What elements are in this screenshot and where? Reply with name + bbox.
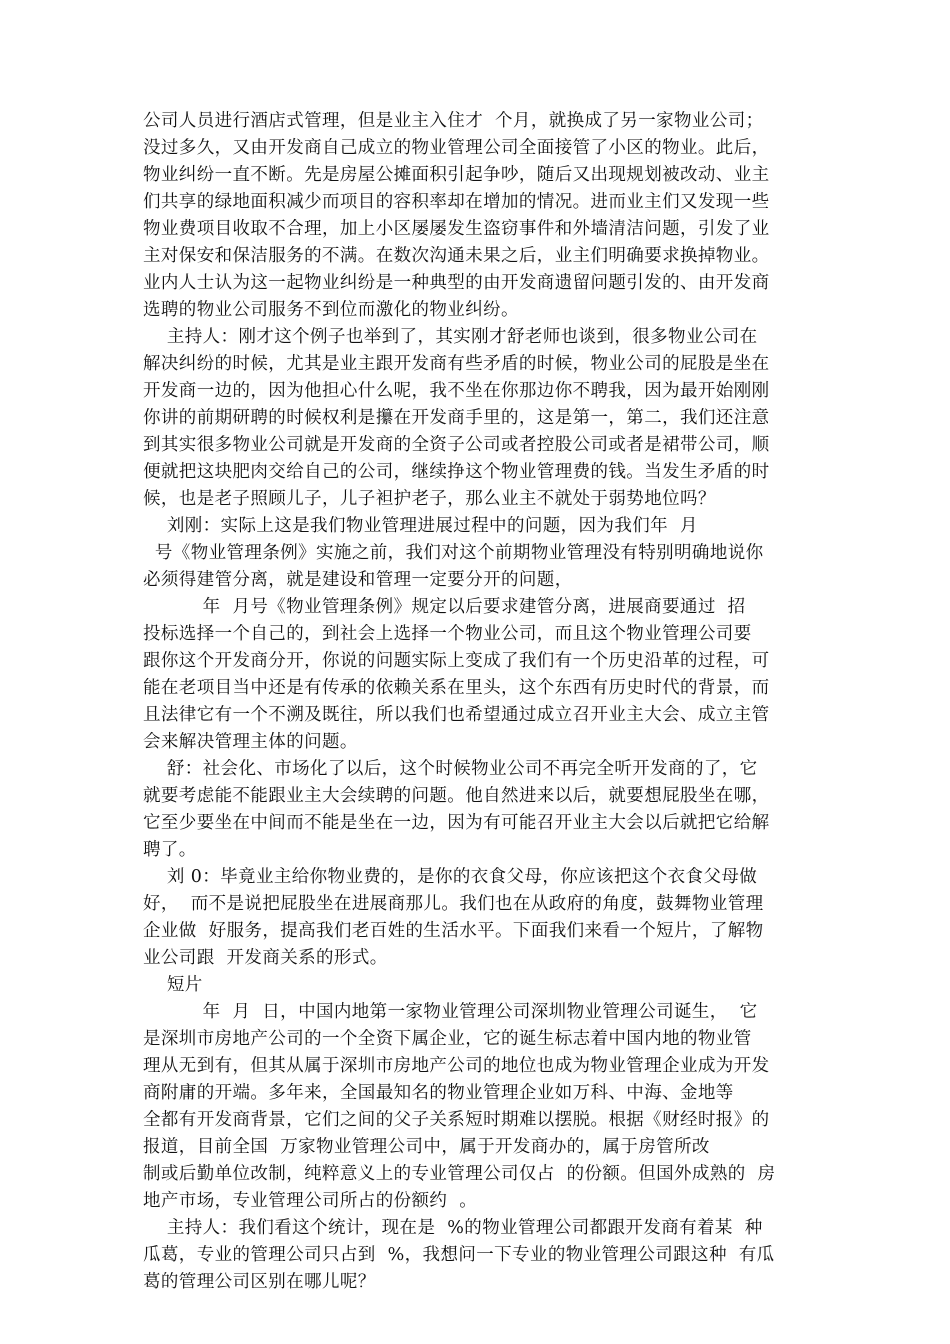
- text-line: 业公司跟 开发商关系的形式。: [143, 948, 388, 968]
- text-line: 刘 0：毕竟业主给你物业费的，是你的衣食父母，你应该把这个衣食父母做: [143, 867, 758, 887]
- text-line: 制或后勤单位改制，纯粹意义上的专业管理公司仅占 的份额。但国外成熟的 房: [143, 1164, 776, 1184]
- text-line: 会来解决管理主体的问题。: [143, 732, 358, 752]
- text-line: 主持人：我们看这个统计，现在是 %的物业管理公司都跟开发商有着某 种: [143, 1218, 763, 1238]
- text-line: 物业纠纷一直不断。先是房屋公摊面积引起争吵，随后又出现规划被改动、业主: [143, 165, 770, 185]
- text-line: 全都有开发商背景，它们之间的父子关系短时期难以摆脱。根据《财经时报》的: [143, 1110, 770, 1130]
- text-line: 开发商一边的，因为他担心什么呢，我不坐在你那边你不聘我，因为最开始刚刚: [143, 381, 770, 401]
- text-line: 主持人：刚才这个例子也举到了，其实刚才舒老师也谈到，很多物业公司在: [143, 327, 758, 347]
- text-line: 解决纠纷的时候，尤其是业主跟开发商有些矛盾的时候，物业公司的屁股是坐在: [143, 354, 770, 374]
- text-line: 葛的管理公司区别在哪儿呢？: [143, 1272, 376, 1292]
- text-line: 刘刚：实际上这是我们物业管理进展过程中的问题，因为我们年 月: [143, 516, 698, 536]
- text-line: 是深圳市房地产公司的一个全资下属企业，它的诞生标志着中国内地的物业管: [143, 1029, 752, 1049]
- text-line: 聘了。: [143, 840, 197, 860]
- text-line: 物业费项目收取不合理，加上小区屡屡发生盗窃事件和外墙清洁问题，引发了业: [143, 219, 770, 239]
- text-line: 就要考虑能不能跟业主大会续聘的问题。他自然进来以后，就要想屁股坐在哪，: [143, 786, 770, 806]
- text-line: 企业做 好服务，提高我们老百姓的生活水平。下面我们来看一个短片，了解物: [143, 921, 764, 941]
- text-line: 跟你这个开发商分开，你说的问题实际上变成了我们有一个历史沿革的过程，可: [143, 651, 770, 671]
- text-line: 候，也是老子照顾儿子，儿子袒护老子，那么业主不就处于弱势地位吗？: [143, 489, 716, 509]
- text-line: 号《物业管理条例》实施之前，我们对这个前期物业管理没有特别明确地说你: [143, 543, 764, 563]
- text-line: 瓜葛，专业的管理公司只占到 %，我想问一下专业的物业管理公司跟这种 有瓜: [143, 1245, 775, 1265]
- text-line: 短片: [143, 975, 203, 995]
- text-line: 且法律它有一个不溯及既往，所以我们也希望通过成立召开业主大会、成立主管: [143, 705, 770, 725]
- text-line: 主对保安和保洁服务的不满。在数次沟通未果之后，业主们明确要求换掉物业。: [143, 246, 770, 266]
- text-line: 年 月号《物业管理条例》规定以后要求建管分离，进展商要通过 招: [143, 597, 746, 617]
- text-line: 公司人员进行酒店式管理，但是业主入住才 个月，就换成了另一家物业公司；: [143, 111, 764, 131]
- text-line: 它至少要坐在中间而不能是坐在一边，因为有可能召开业主大会以后就把它给解: [143, 813, 770, 833]
- text-line: 商附庸的开端。多年来，全国最知名的物业管理企业如万科、中海、金地等: [143, 1083, 734, 1103]
- text-line: 地产市场，专业管理公司所占的份额约 。: [143, 1191, 478, 1211]
- text-line: 理从无到有，但其从属于深圳市房地产公司的地位也成为物业管理企业成为开发: [143, 1056, 770, 1076]
- text-line: 选聘的物业公司服务不到位而激化的物业纠纷。: [143, 300, 519, 320]
- text-line: 到其实很多物业公司就是开发商的全资子公司或者控股公司或者是裙带公司，顺: [143, 435, 770, 455]
- text-line: 便就把这块肥肉交给自己的公司，继续挣这个物业管理费的钱。当发生矛盾的时: [143, 462, 770, 482]
- text-line: 必须得建管分离，就是建设和管理一定要分开的问题，: [143, 570, 573, 590]
- text-line: 报道，目前全国 万家物业管理公司中，属于开发商办的，属于房管所改: [143, 1137, 710, 1157]
- text-line: 能在老项目当中还是有传承的依赖关系在里头，这个东西有历史时代的背景，而: [143, 678, 770, 698]
- text-line: 你讲的前期研聘的时候权利是攥在开发商手里的，这是第一，第二，我们还注意: [143, 408, 770, 428]
- text-line: 们共享的绿地面积减少而项目的容积率却在增加的情况。进而业主们又发现一些: [143, 192, 770, 212]
- text-line: 没过多久，又由开发商自己成立的物业管理公司全面接管了小区的物业。此后，: [143, 138, 770, 158]
- text-line: 年 月 日，中国内地第一家物业管理公司深圳物业管理公司诞生， 它: [143, 1002, 758, 1022]
- text-line: 业内人士认为这一起物业纠纷是一种典型的由开发商遗留问题引发的、由开发商: [143, 273, 770, 293]
- text-line: 投标选择一个自己的，到社会上选择一个物业公司，而且这个物业管理公司要: [143, 624, 752, 644]
- text-line: 好， 而不是说把屁股坐在进展商那儿。我们也在从政府的角度，鼓舞物业管理: [143, 894, 764, 914]
- text-line: 舒：社会化、市场化了以后，这个时候物业公司不再完全听开发商的了，它: [143, 759, 758, 779]
